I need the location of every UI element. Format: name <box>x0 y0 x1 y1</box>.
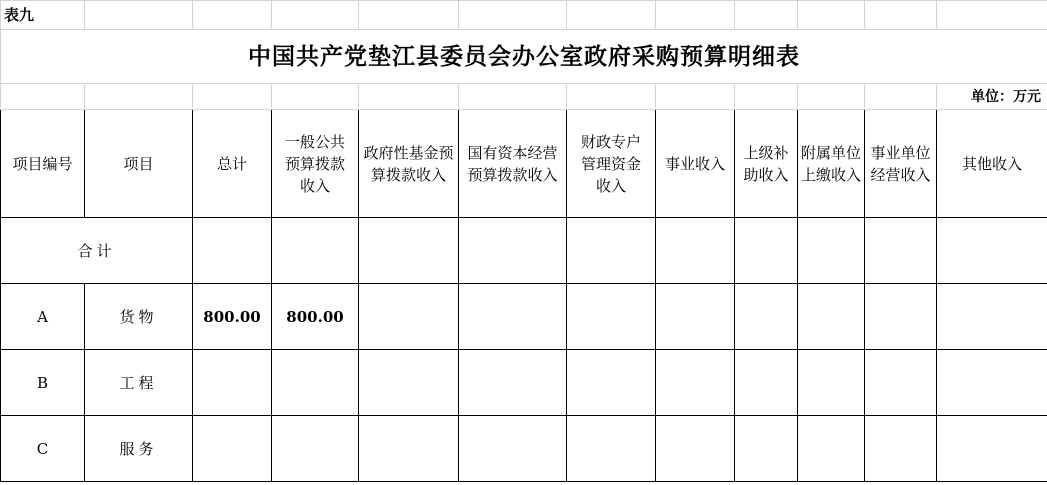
header-affiliated: 附属单位上缴收入 <box>798 110 865 218</box>
row-item: 货物 <box>85 284 193 350</box>
unit-label: 单位：万元 <box>937 84 1047 110</box>
row-general-public <box>272 350 359 416</box>
header-state-capital: 国有资本经营预算拨款收入 <box>459 110 567 218</box>
header-item: 项目 <box>85 110 193 218</box>
row-general-public: 800.00 <box>272 284 359 350</box>
row-item: 工程 <box>85 350 193 416</box>
row-code: A <box>1 284 85 350</box>
row-general-public <box>272 416 359 482</box>
header-code: 项目编号 <box>1 110 85 218</box>
row-code: C <box>1 416 85 482</box>
header-business: 事业收入 <box>656 110 735 218</box>
header-general-public: 一般公共预算拨款收入 <box>272 110 359 218</box>
table-row <box>1 416 1047 482</box>
row-total: 800.00 <box>193 284 272 350</box>
row-total <box>193 350 272 416</box>
page-title: 中国共产党垫江县委员会办公室政府采购预算明细表 <box>1 30 1047 84</box>
row-code: B <box>1 350 85 416</box>
row-total <box>193 416 272 482</box>
table-row <box>1 350 1047 416</box>
table-row <box>1 284 1047 350</box>
row-item: 服务 <box>85 416 193 482</box>
header-operating: 事业单位经营收入 <box>865 110 937 218</box>
total-row-label: 合计 <box>1 218 193 284</box>
table-number: 表九 <box>1 1 85 30</box>
header-other: 其他收入 <box>937 110 1047 218</box>
header-special-fund: 财政专户管理资金收入 <box>567 110 656 218</box>
header-gov-fund: 政府性基金预算拨款收入 <box>359 110 459 218</box>
header-superior-subsidy: 上级补助收入 <box>735 110 798 218</box>
header-total: 总计 <box>193 110 272 218</box>
